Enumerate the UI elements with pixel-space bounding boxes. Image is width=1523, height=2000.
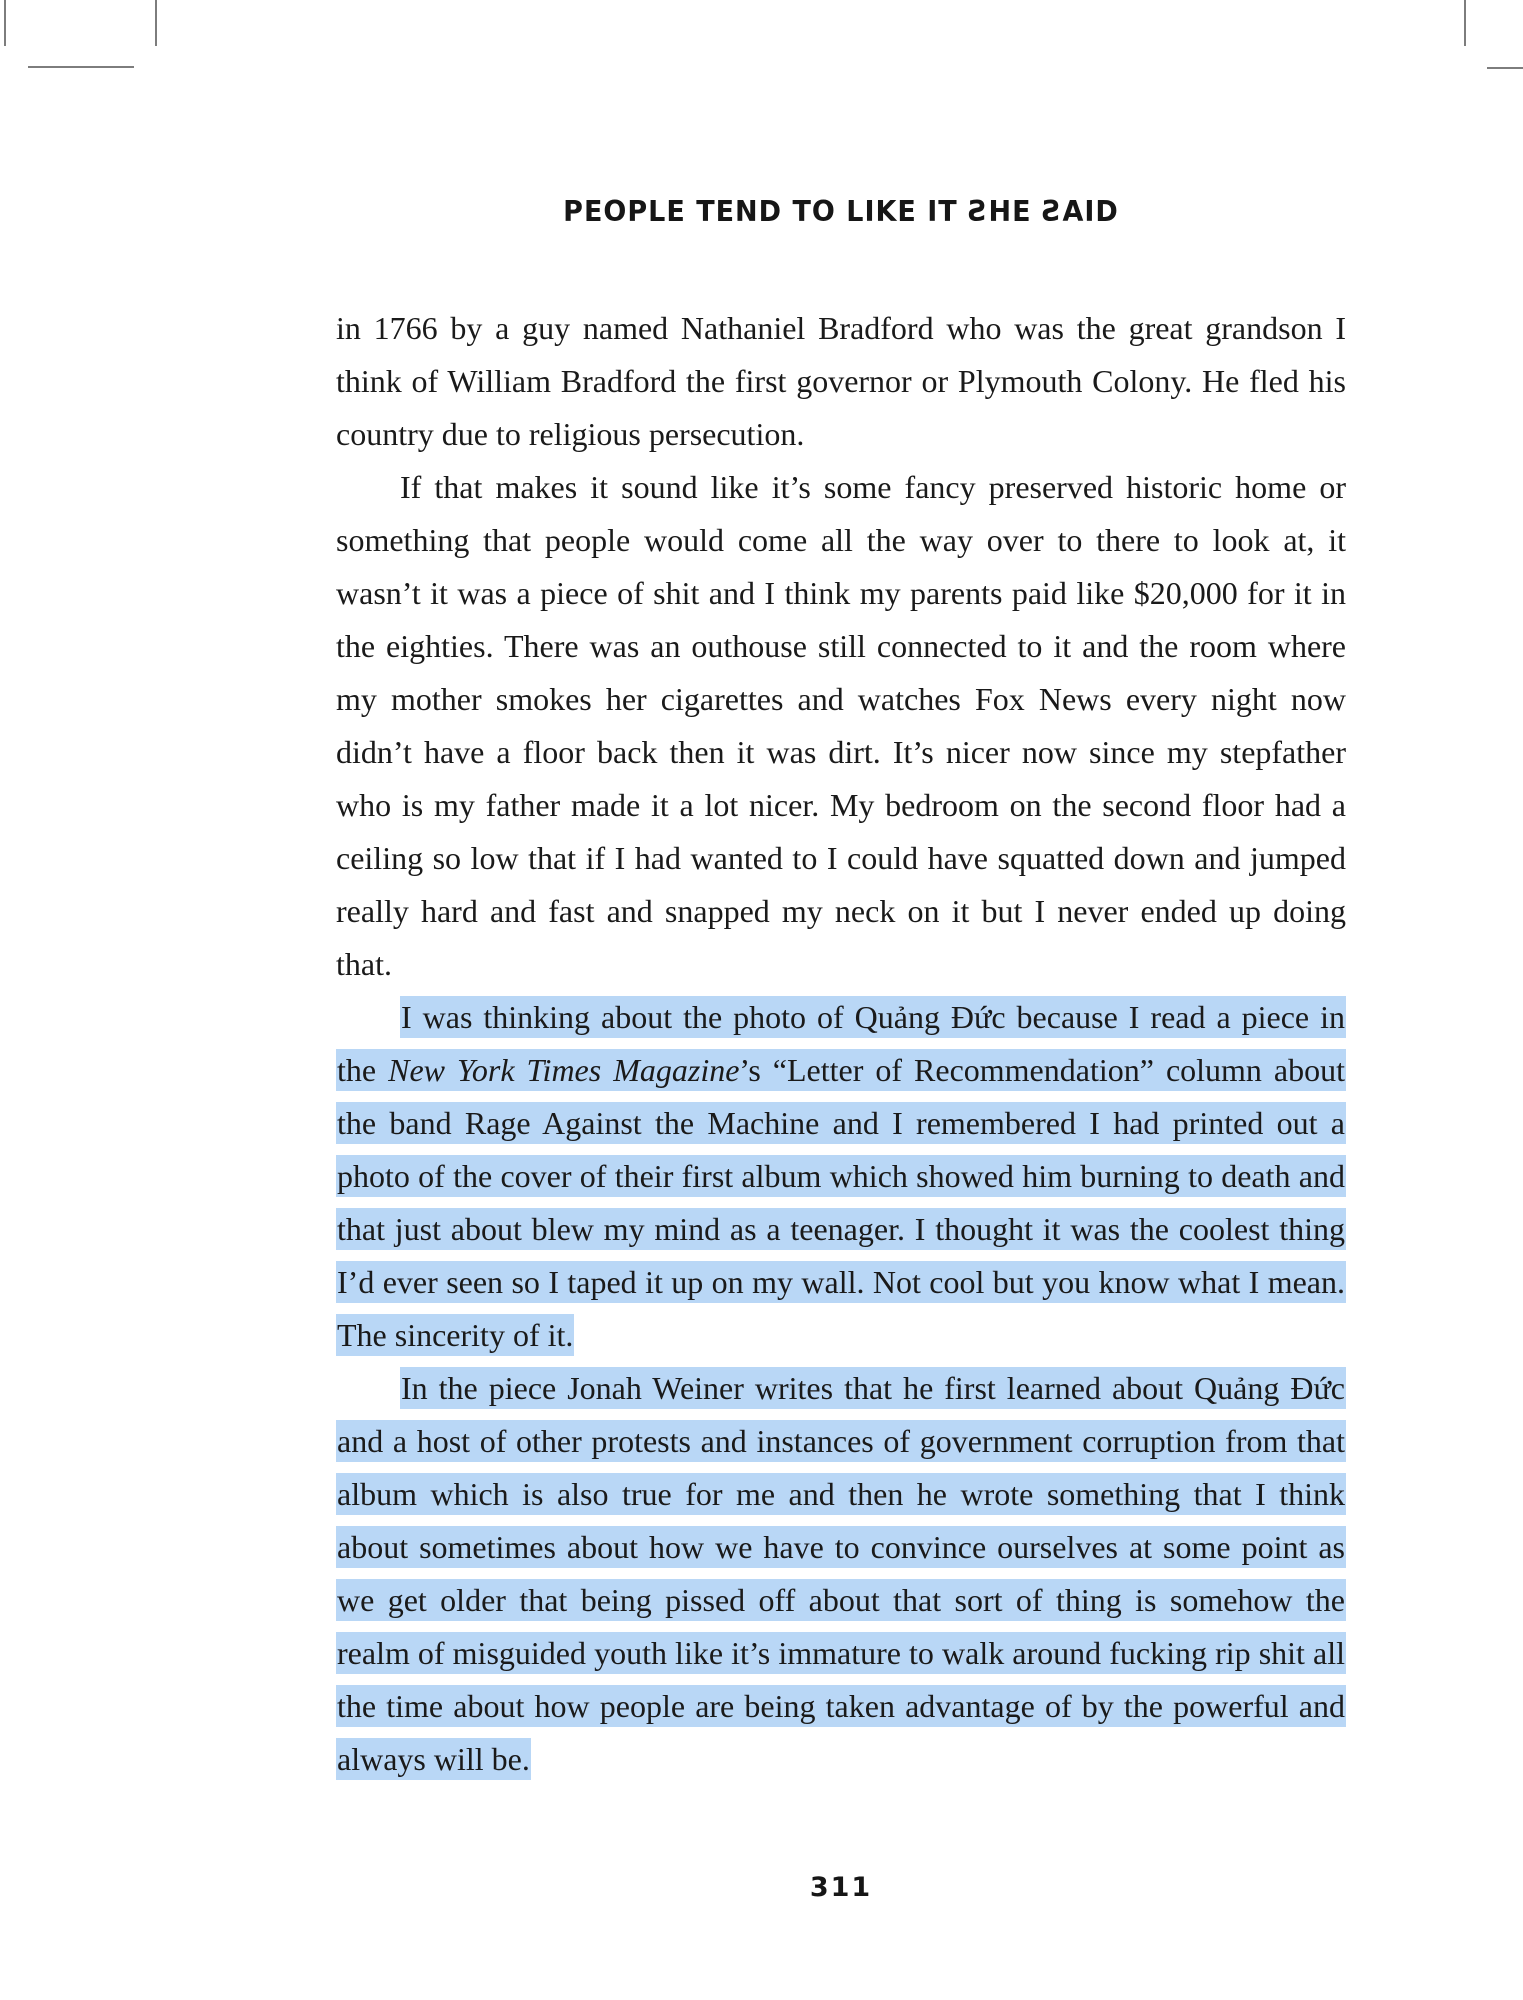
paragraph xyxy=(336,302,1346,461)
crop-mark-top-left-horizontal xyxy=(28,66,134,68)
text-segment: In the piece Jonah Weiner writes that he first learned about Quảng Đức and a host of other protests and instances of government corruption from that album which is also true for me and then he wrote something that I think about sometimes about how we have to convince ourselves at some point as we get older that being pissed off about that sort of thing is somehow the realm of misguided youth like it’s immature to walk around fucking rip shit all the time about how people are being taken advantage of by the powerful and always will be. xyxy=(337,1370,1345,1777)
page-number: 311 xyxy=(809,1872,873,1903)
crop-mark-top-left-vertical-1 xyxy=(4,0,6,46)
crop-mark-top-right-vertical xyxy=(1464,0,1466,46)
text-segment: in 1766 by a guy named Nathaniel Bradford who was the great grandson I think of William Bradford the first governor or Plymouth Colony. He fled his country due to religious persecution. xyxy=(336,310,1346,452)
highlighted-text-selection[interactable] xyxy=(336,996,1346,1356)
crop-mark-top-right-horizontal xyxy=(1487,67,1523,69)
paragraph xyxy=(336,991,1346,1362)
running-head: PEOPLE TEND TO LIKE IT ƧHE ƧAID xyxy=(563,196,1119,229)
text-segment: If that makes it sound like it’s some fancy preserved historic home or something that people would come all the way over to there to look at, it wasn’t it was a piece of shit and I think my parents paid like $20,000 for it in the eighties. There was an outhouse still connected to it and the room where my mother smokes her cigarettes and watches Fox News every night now didn’t have a floor back then it was dirt. It’s nicer now since my stepfather who is my father made it a lot nicer. My bedroom on the second floor had a ceiling so low that if I had wanted to I could have squatted down and jumped really hard and fast and snapped my neck on it but I never ended up doing that. xyxy=(336,469,1346,982)
highlighted-text-selection[interactable] xyxy=(336,1367,1346,1780)
text-segment: I was thinking about the photo of Quảng Đức because I read a piece in the xyxy=(337,999,1345,1088)
italic-text: New York Times Magazine xyxy=(388,1052,740,1088)
crop-mark-top-left-vertical-2 xyxy=(155,0,157,46)
text-segment: ’s “Letter of Recommendation” column about the band Rage Against the Machine and I remembered I had printed out a photo of the cover of their first album which showed him burning to death and that just about blew my mind as a teenager. I thought it was the coolest thing I’d ever seen so I taped it up on my wall. Not cool but you know what I mean. The sincerity of it. xyxy=(337,1052,1346,1353)
body-text xyxy=(336,302,1346,1786)
paragraph xyxy=(336,461,1346,991)
paragraph xyxy=(336,1362,1346,1786)
